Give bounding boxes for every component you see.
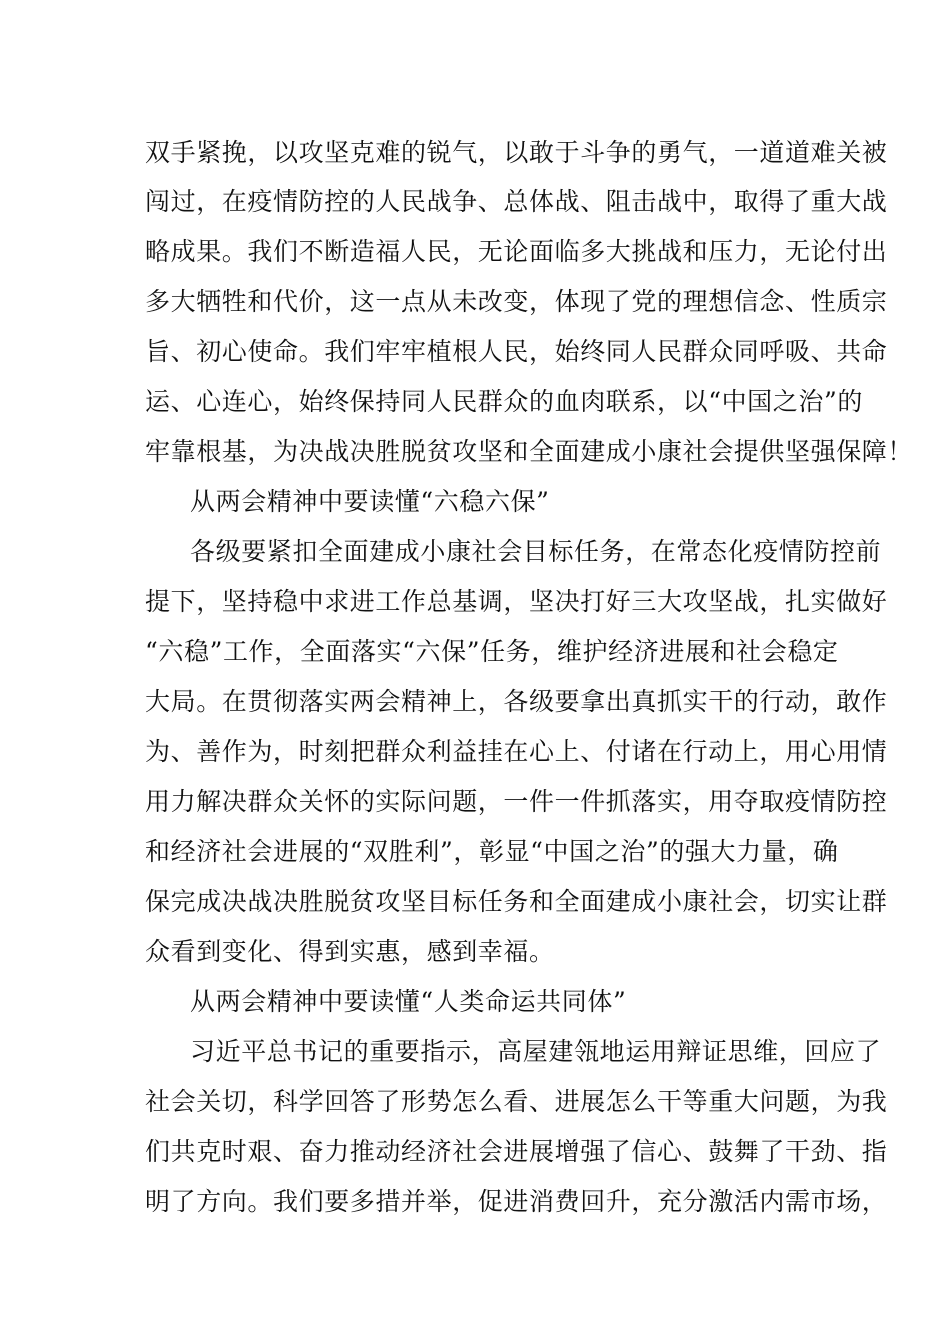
paragraph-line: 保完成决战决胜脱贫攻坚目标任务和全面建成小康社会，切实让群 xyxy=(145,887,888,916)
paragraph-line: 为、善作为，时刻把群众利益挂在心上、付诸在行动上，用心用情 xyxy=(145,737,888,766)
section-heading-liuwen-liubao: 从两会精神中要读懂“六稳六保” xyxy=(190,487,550,516)
paragraph-line: 大局。在贯彻落实两会精神上，各级要拿出真抓实干的行动，敢作 xyxy=(145,687,888,716)
paragraph-line: 众看到变化、得到实惠，感到幸福。 xyxy=(145,937,555,966)
paragraph-line: 习近平总书记的重要指示，高屋建瓴地运用辩证思维，回应了 xyxy=(190,1037,882,1066)
paragraph-line: 旨、初心使命。我们牢牢植根人民，始终同人民群众同呼吸、共命 xyxy=(145,337,888,366)
paragraph-line: 用力解决群众关怀的实际问题，一件一件抓落实，用夺取疫情防控 xyxy=(145,787,888,816)
paragraph-line: 和经济社会进展的“双胜利”，彰显“中国之治”的强大力量，确 xyxy=(145,837,839,866)
paragraph-line: 双手紧挽，以攻坚克难的锐气，以敢于斗争的勇气，一道道难关被 xyxy=(145,138,888,167)
paragraph-line: 略成果。我们不断造福人民，无论面临多大挑战和压力，无论付出 xyxy=(145,237,888,266)
paragraph-line: 提下，坚持稳中求进工作总基调，坚决打好三大攻坚战，扎实做好 xyxy=(145,587,888,616)
paragraph-line: “六稳”工作，全面落实“六保”任务，维护经济进展和社会稳定 xyxy=(145,637,839,666)
paragraph-line: 明了方向。我们要多措并举，促进消费回升，充分激活内需市场， xyxy=(145,1187,888,1216)
paragraph-line: 牢靠根基，为决战决胜脱贫攻坚和全面建成小康社会提供坚强保障！ xyxy=(145,437,914,466)
section-heading-community-shared-future: 从两会精神中要读懂“人类命运共同体” xyxy=(190,987,627,1016)
paragraph-line: 运、心连心，始终保持同人民群众的血肉联系，以“中国之治”的 xyxy=(145,387,863,416)
paragraph-line: 社会关切，科学回答了形势怎么看、进展怎么干等重大问题，为我 xyxy=(145,1087,888,1116)
paragraph-line: 多大牺牲和代价，这一点从未改变，体现了党的理想信念、性质宗 xyxy=(145,287,888,316)
paragraph-line: 各级要紧扣全面建成小康社会目标任务，在常态化疫情防控前 xyxy=(190,537,882,566)
paragraph-line: 闯过，在疫情防控的人民战争、总体战、阻击战中，取得了重大战 xyxy=(145,187,888,216)
paragraph-line: 们共克时艰、奋力推动经济社会进展增强了信心、鼓舞了干劲、指 xyxy=(145,1137,888,1166)
